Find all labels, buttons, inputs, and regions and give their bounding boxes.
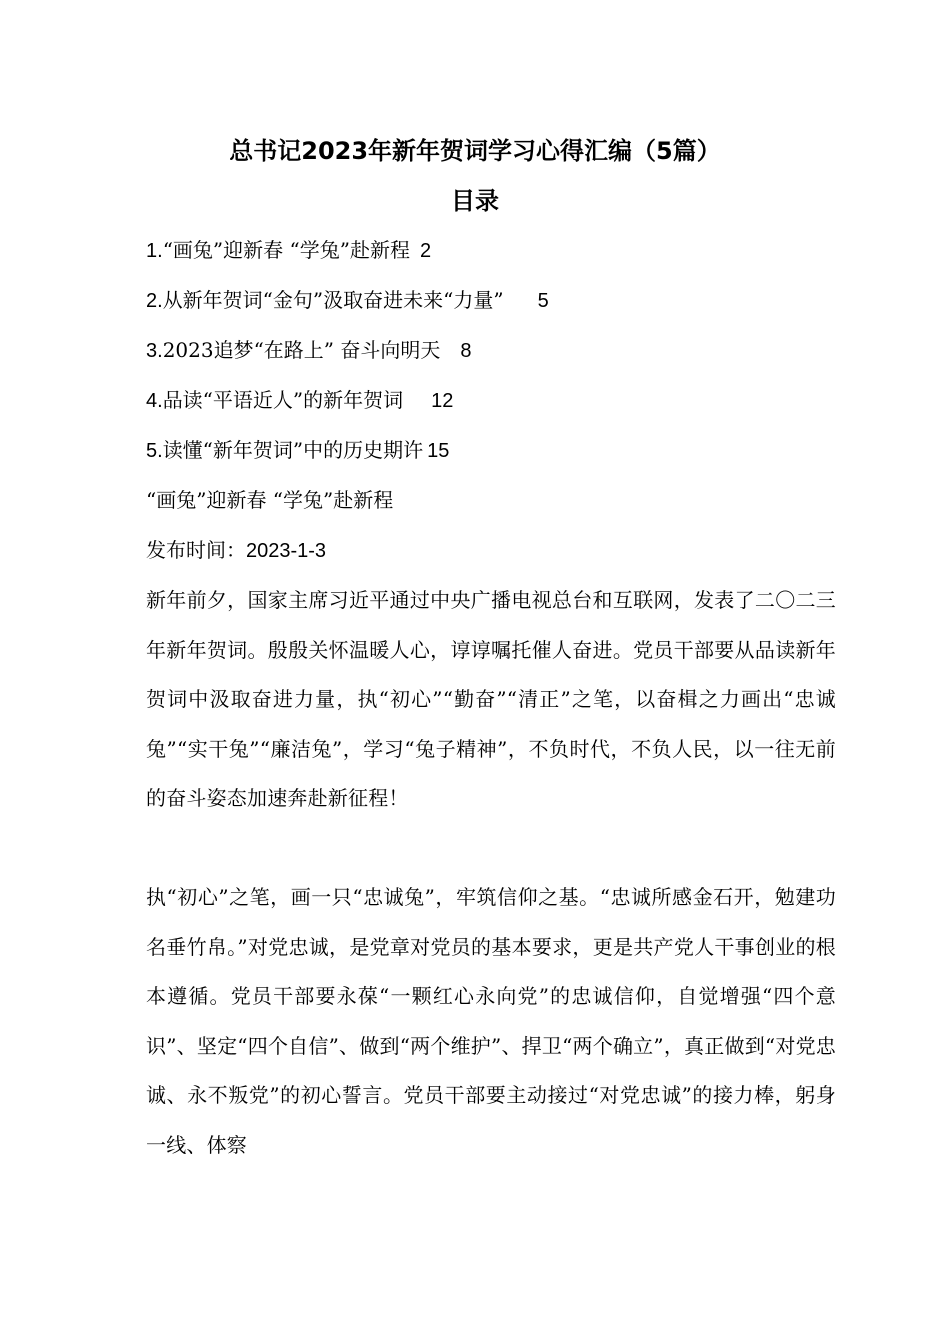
toc-item-number: 4. [146, 390, 163, 412]
publish-date [146, 535, 326, 566]
toc-item-page: 12 [431, 390, 454, 412]
toc-item-title: 2023追梦“在路上” 奋斗向明天 [162, 338, 441, 362]
toc-item-title: 从新年贺词“金句”汲取奋进未来“力量” [162, 288, 504, 312]
toc-item-number: 3. [146, 340, 163, 362]
toc-item-title: “画兔”迎新春 “学兔”赴新程 [162, 238, 410, 262]
body-paragraph: 新年前夕，国家主席习近平通过中央广播电视总台和互联网，发表了二〇二三年新年贺词。殷殷关怀温暖人心，谆谆嘱托催人奋进。党员干部要从品读新年贺词中汲取奋进力量，执“初心”“勤奋”“清正”之笔，以奋楫之力画出“忠诚兔”“实干兔”“廉洁兔”，学习“兔子精神”，不负时代，不负人民，以一往无前的奋斗姿态加速奔赴新征程！ [146, 588, 836, 810]
toc-item-page: 2 [419, 240, 432, 262]
article-title: “画兔”迎新春 “学兔”赴新程 [146, 488, 394, 512]
toc-item-number: 5. [146, 440, 163, 462]
body-paragraph: 执“初心”之笔，画一只“忠诚兔”，牢筑信仰之基。“忠诚所感金石开，勉建功名垂竹帛。”对党忠诚，是党章对党员的基本要求，更是共产党人干事创业的根本遵循。党员干部要永葆“一颗红心永向党”的忠诚信仰，自觉增强“四个意识”、坚定“四个自信”、做到“两个维护”、捍卫“两个确立”，真正做到“对党忠诚、永不叛党”的初心誓言。党员干部要主动接过“对党忠诚”的接力棒，躬身一线、体察 [146, 885, 836, 1157]
toc-heading: 目录 [451, 187, 499, 215]
toc-item-number: 2. [146, 290, 163, 312]
document-title: 总书记2023年新年贺词学习心得汇编（5篇） [229, 137, 721, 165]
toc-item-page: 5 [537, 290, 549, 312]
publish-date-value: 2023-1-3 [246, 540, 327, 562]
toc-item[interactable] [146, 335, 472, 366]
toc-item[interactable] [146, 435, 449, 466]
toc-item[interactable] [146, 235, 431, 266]
toc-item-number: 1. [146, 240, 163, 262]
toc-item-title: 品读“平语近人”的新年贺词 [162, 388, 404, 412]
toc-item[interactable] [146, 385, 453, 416]
toc-item-page: 15 [427, 440, 450, 462]
toc-item-title: 读懂“新年贺词”中的历史期许 [162, 438, 424, 462]
toc-item[interactable] [146, 285, 549, 316]
publish-date-label: 发布时间： [146, 538, 246, 562]
toc-item-page: 8 [460, 340, 472, 362]
